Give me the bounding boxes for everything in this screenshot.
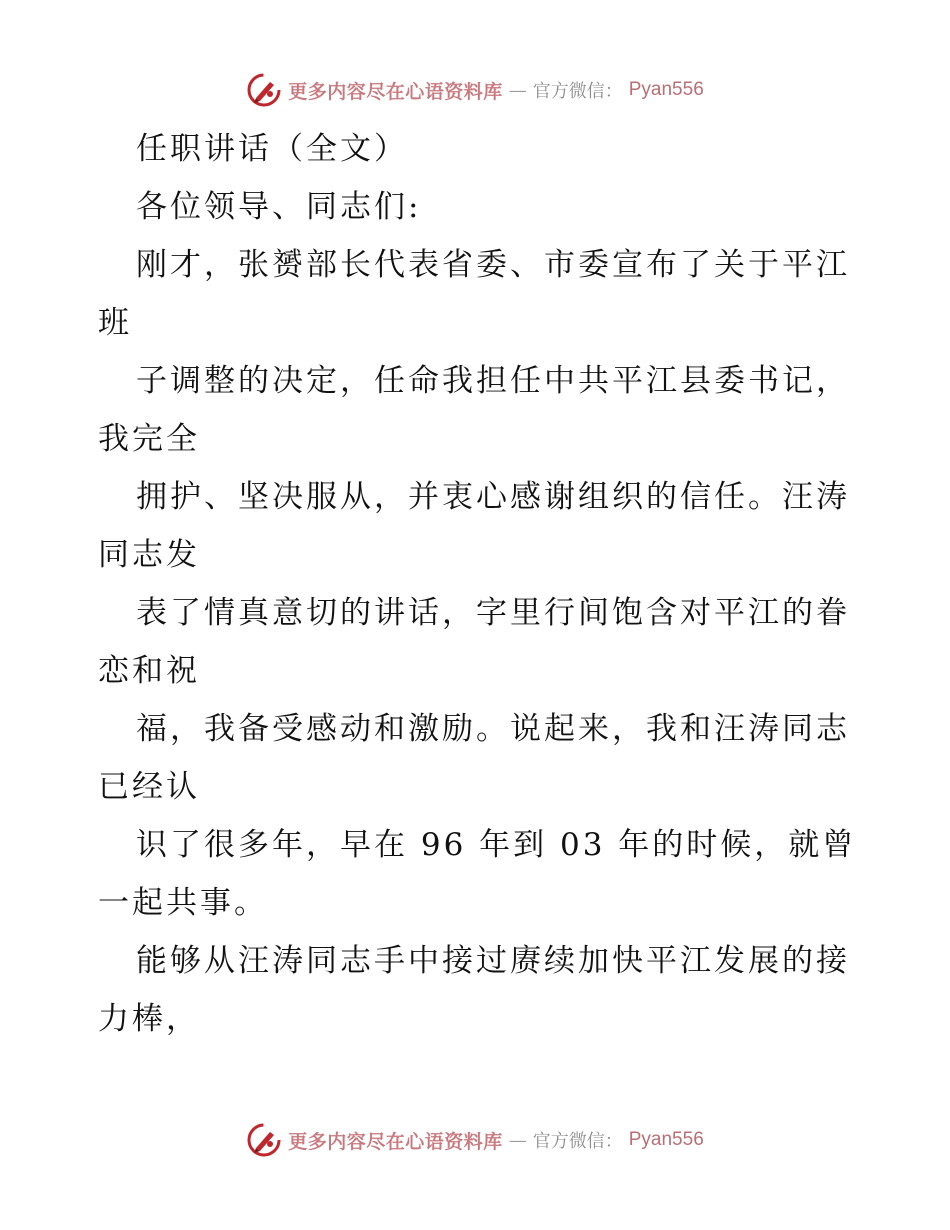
text-line: 表了情真意切的讲话，字里行间饱含对平江的眷 <box>136 595 850 631</box>
text-line: 力棒， <box>98 1001 200 1037</box>
text-line: 识了很多年，早在 96 年到 03 年的时候，就曾 <box>136 827 857 863</box>
text-line: 已经认 <box>98 769 200 805</box>
watermark-separator: — <box>508 79 527 101</box>
watermark-wechat-id: Pyan556 <box>628 79 704 100</box>
text-line: 一起共事。 <box>98 885 268 921</box>
text-line: 福，我备受感动和激励。说起来，我和汪涛同志 <box>136 711 850 747</box>
salutation: 各位领导、同志们: <box>136 189 422 225</box>
text-line: 子调整的决定，任命我担任中共平江县委书记， <box>136 363 850 399</box>
watermark-wechat-id: Pyan556 <box>628 1129 704 1150</box>
text-line: 恋和祝 <box>98 653 200 689</box>
text-line: 我完全 <box>98 421 200 457</box>
pen-logo-icon <box>246 1122 282 1158</box>
text-line: 能够从汪涛同志手中接过赓续加快平江发展的接 <box>136 943 850 979</box>
text-line: 刚才，张赟部长代表省委、市委宣布了关于平江 <box>136 247 850 283</box>
document-title: 任职讲话（全文） <box>136 131 408 167</box>
document-body <box>98 120 858 1048</box>
text-line: 班 <box>98 305 132 341</box>
watermark-wechat-label: 官方微信： <box>532 81 623 102</box>
watermark-wechat-label: 官方微信： <box>532 1131 623 1152</box>
text-line: 同志发 <box>98 537 200 573</box>
watermark-separator: — <box>508 1129 527 1151</box>
footer-watermark <box>0 1120 950 1160</box>
text-line: 拥护、坚决服从，并衷心感谢组织的信任。汪涛 <box>136 479 850 515</box>
pen-logo-icon <box>246 72 282 108</box>
watermark-brand: 更多内容尽在心语资料库 <box>288 80 503 103</box>
watermark-brand: 更多内容尽在心语资料库 <box>288 1130 503 1153</box>
header-watermark <box>0 70 950 110</box>
